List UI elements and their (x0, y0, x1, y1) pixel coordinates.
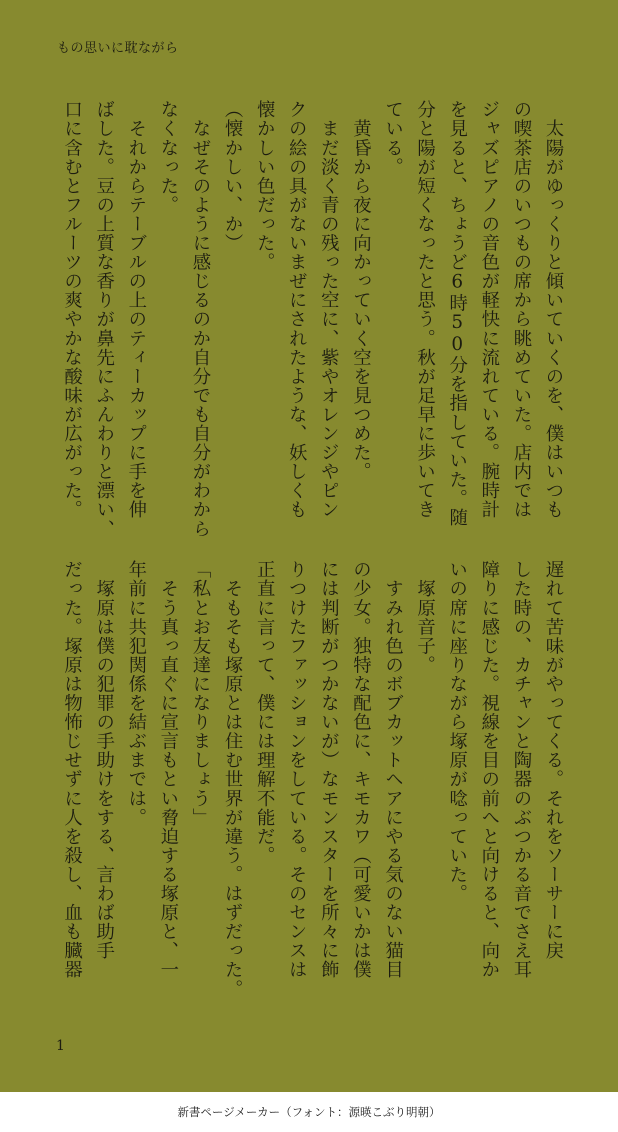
lower-text-block (56, 560, 570, 1000)
text-line: ジャズピアノの音色が軽快に流れている。腕時計 (478, 100, 500, 520)
text-line: 塚原音子。 (414, 560, 436, 675)
text-line: 正直に言って、僕には理解不能だ。 (254, 560, 276, 865)
text-line: には判断がつかないが）なモンスターを所々に飾 (318, 560, 340, 980)
text-line: の喫茶店のいつもの席から眺めていた。店内では (510, 100, 532, 520)
text-line: りつけたファッションをしている。そのセンスは (286, 560, 308, 980)
text-line: いの席に座りながら塚原が唸っていた。 (446, 560, 468, 903)
text-line: 年前に共犯関係を結ぶまでは。 (125, 560, 147, 827)
text-line: 「私とお友達になりましょう」 (189, 560, 211, 827)
text-line: を見ると、ちょうど6時50分を指していた。随 (446, 100, 468, 527)
text-line: 塚原は僕の犯罪の手助けをする、言わば助手 (93, 560, 115, 961)
text-line: まだ淡く青の残った空に、紫やオレンジやピン (318, 100, 340, 520)
text-line: 懐かしい色だった。 (254, 100, 276, 272)
text-line: それからテーブルの上のティーカップに手を伸 (125, 100, 147, 520)
text-line: そもそも塚原とは住む世界が違う。はずだった。 (222, 560, 244, 999)
text-line: （懐かしい、か） (222, 100, 244, 253)
text-line: ている。 (382, 100, 404, 177)
text-line: 黄昏から夜に向かっていく空を見つめた。 (350, 100, 372, 481)
text-line: だった。塚原は物怖じせずに人を殺し、血も臓器 (61, 560, 83, 980)
text-line: 障りに感じた。視線を目の前へと向けると、向か (478, 560, 500, 980)
text-line: すみれ色のボブカットヘアにやる気のない猫目 (382, 560, 404, 980)
text-line: 分と陽が短くなったと思う。秋が足早に歩いてき (414, 100, 436, 520)
upper-text-block (56, 100, 570, 540)
text-line: 口に含むとフルーツの爽やかな酸味が広がった。 (61, 100, 83, 520)
text-line: した時の、カチャンと陶器のぶつかる音でさえ耳 (510, 560, 532, 980)
text-line: 遅れて苦味がやってくる。それをソーサーに戻 (543, 560, 564, 961)
text-line: そう真っ直ぐに宣言もとい脅迫する塚原と、一 (157, 560, 179, 980)
page-number: 1 (56, 1038, 65, 1054)
text-line: なくなった。 (157, 100, 179, 215)
footer-credit: 新書ページメーカー（フォント：源暎こぶり明朝） (177, 1105, 441, 1119)
text-line: ばした。豆の上質な香りが鼻先にふんわりと漂い、 (93, 100, 115, 539)
text-line: なぜそのように感じるのか自分でも自分がわから (189, 100, 211, 539)
running-title: もの思いに耽ながら (57, 41, 179, 56)
text-line: 太陽がゆっくりと傾いていくのを、僕はいつも (543, 100, 564, 520)
text-line: クの絵の具がないまぜにされたような、妖しくも (286, 100, 308, 520)
text-line: の少女。独特な配色に、キモカワ（可愛いかは僕 (350, 560, 372, 980)
